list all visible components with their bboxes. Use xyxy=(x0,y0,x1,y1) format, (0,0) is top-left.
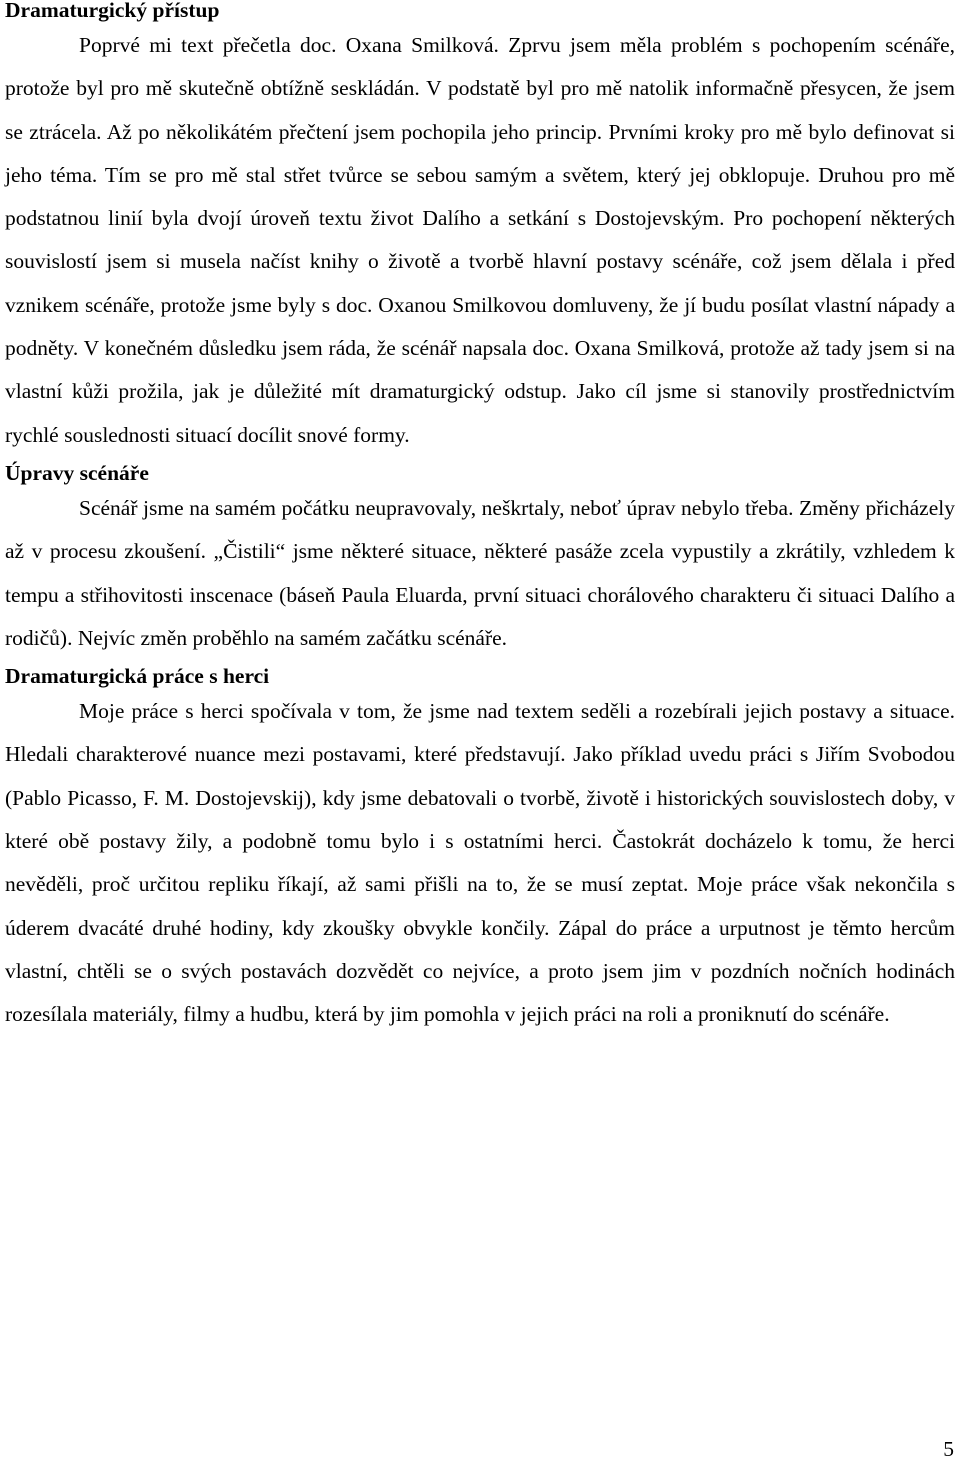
section-heading-work-with-actors: Dramaturgická práce s herci xyxy=(5,664,270,689)
page-number: 5 xyxy=(943,1437,954,1461)
section-paragraph-work-with-actors: Moje práce s herci spočívala v tom, že jsme nad textem seděli a rozebírali jejich postavy a situace. Hledali charakterové nuance mezi postavami, které představují. Jako příklad uvedu práci s Jiřím Svobodou (Pablo Picasso, F. M. Dostojevskij), kdy jsme debatovali o tvorbě, životě i historických souvislostech doby, v které obě postavy žily, a podobně tomu bylo i s ostatními herci. Častokrát docházelo k tomu, že herci nevěděli, proč určitou repliku říkají, až sami přišli na to, že se musí zeptat. Moje práce však nekončila s úderem dvacáté druhé hodiny, kdy zkoušky obvykle končily. Zápal do práce a urputnost je těmto hercům vlastní, chtěli se o svých postavách dozvědět co nejvíce, a proto jsem jim v pozdních nočních hodinách rozesílala materiály, filmy a hudbu, která by jim pomohla v jejich práci na roli a proniknutí do scénáře. xyxy=(5,699,955,1027)
section-heading-script-edits: Úpravy scénáře xyxy=(5,460,149,485)
section-heading-dramaturgical-approach: Dramaturgický přístup xyxy=(5,0,220,22)
document-page xyxy=(5,0,955,1037)
section-paragraph-script-edits: Scénář jsme na samém počátku neupravovaly, neškrtaly, neboť úprav nebylo třeba. Změny přicházely až v procesu zkoušení. „Čistili“ jsme některé situace, některé pasáže zcela vypustily a zkrátily, vzhledem k tempu a střihovitosti inscenace (báseň Paula Eluarda, první situaci chorálového charakteru či situaci Dalího a rodičů). Nejvíc změn proběhlo na samém začátku scénáře. xyxy=(5,495,955,650)
section-paragraph-dramaturgical-approach: Poprvé mi text přečetla doc. Oxana Smilková. Zprvu jsem měla problém s pochopením scénáře, protože byl pro mě skutečně obtížně seskládán. V podstatě byl pro mě natolik informačně přesycen, že jsem se ztrácela. Až po několikátém přečtení jsem pochopila jeho princip. Prvními kroky pro mě bylo definovat si jeho téma. Tím se pro mě stal střet tvůrce se sebou samým a světem, který jej obklopuje. Druhou pro mě podstatnou linií byla dvojí úroveň textu život Dalího a setkání s Dostojevským. Pro pochopení některých souvislostí jsem si musela načíst knihy o životě a tvorbě hlavní postavy scénáře, což jsem dělala i před vznikem scénáře, protože jsme byly s doc. Oxanou Smilkovou domluveny, že jí budu posílat vlastní nápady a podněty. V konečném důsledku jsem ráda, že scénář napsala doc. Oxana Smilková, protože až tady jsem si na vlastní kůži prožila, jak je důležité mít dramaturgický odstup. Jako cíl jsme si stanovily prostřednictvím rychlé souslednosti situací docílit snové formy. xyxy=(5,33,955,447)
